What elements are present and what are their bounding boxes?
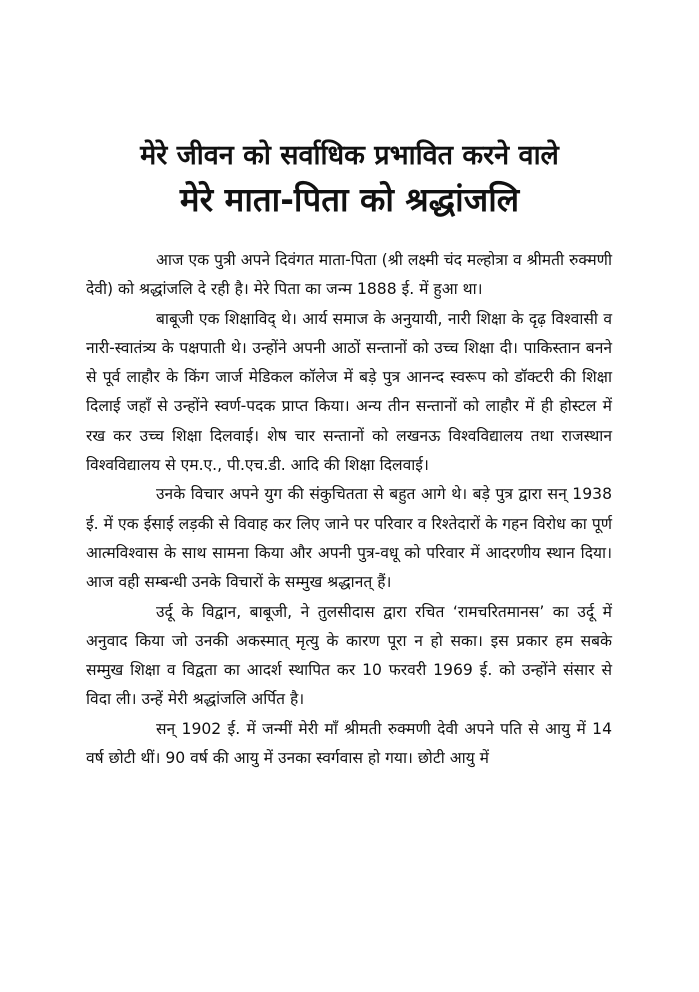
body-text [86,246,612,773]
paragraph-mother: सन् 1902 ई. में जन्मीं मेरी माँ श्रीमती रुक्मणी देवी अपने पति से आयु में 14 वर्ष छोटी थीं। 90 वर्ष की आयु में उनका स्वर्गवास हो गया। छोटी आयु में [86,719,612,768]
paragraph-father-views: उनके विचार अपने युग की संकुचितता से बहुत आगे थे। बड़े पुत्र द्वारा सन् 1938 ई. में एक ईसाई लड़की से विवाह कर लिए जाने पर परिवार व रिश्तेदारों के गहन विरोध का पूर्ण आत्मविश्वास के साथ सामना किया और अपनी पुत्र-वधू को परिवार में आदरणीय स्थान दिया। आज वही सम्बन्धी उनके विचारों के सम्मुख श्रद्धानत् हैं। [86,485,612,592]
page-title-line1: मेरे जीवन को सर्वाधिक प्रभावित करने वाले [140,140,559,171]
paragraph-intro: आज एक पुत्री अपने दिवंगत माता-पिता (श्री लक्ष्मी चंद मल्होत्रा व श्रीमती रुक्मणी देवी) को श्रद्धांजलि दे रही है। मेरे पिता का जन्म 1888 ई. में हुआ था। [86,251,612,299]
title-block [40,138,659,222]
paragraph-father-education: बाबूजी एक शिक्षाविद् थे। आर्य समाज के अनुयायी, नारी शिक्षा के दृढ़ विश्वासी व नारी-स्वातंत्र्य के पक्षपाती थे। उन्होंने अपनी आठों सन्तानों को उच्च शिक्षा दी। पाकिस्तान बनने से पूर्व लाहौर के किंग जार्ज मेडिकल कॉलेज में बड़े पुत्र आनन्द स्वरूप को डॉक्टरी की शिक्षा दिलाई जहाँ से उन्होंने स्वर्ण-पदक प्राप्त किया। अन्य तीन सन्तानों को लाहौर में ही होस्टल में रख कर उच्च शिक्षा दिलवाई। शेष चार सन्तानों को लखनऊ विश्वविद्यालय तथा राजस्थान विश्वविद्यालय से एम.ए., पी.एच.डी. आदि की शिक्षा दिलवाई। [86,309,612,475]
paragraph-father-legacy: उर्दू के विद्वान, बाबूजी, ने तुलसीदास द्वारा रचित ‘रामचरितमानस’ का उर्दू में अनुवाद किया जो उनकी अकस्मात् मृत्यु के कारण पूरा न हो सका। इस प्रकार हम सबके सम्मुख शिक्षा व विद्वता का आदर्श स्थापित कर 10 फरवरी 1969 ई. को उन्होंने संसार से विदा ली। उन्हें मेरी श्रद्धांजलि अर्पित है। [86,602,612,709]
page-title-line2: मेरे माता-पिता को श्रद्धांजलि [179,180,520,219]
